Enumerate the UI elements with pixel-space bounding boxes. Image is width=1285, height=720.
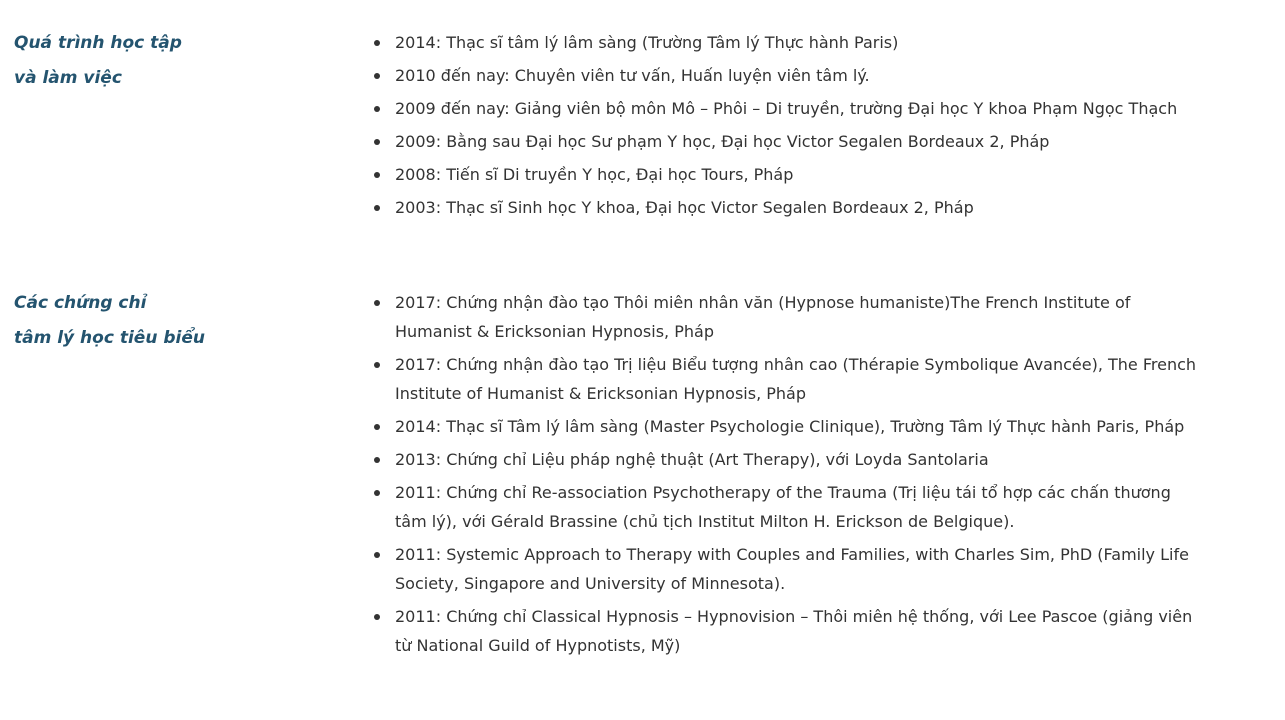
- list-item: 2013: Chứng chỉ Liệu pháp nghệ thuật (Art Therapy), với Loyda Santolaria: [374, 445, 1204, 474]
- list-item: 2010 đến nay: Chuyên viên tư vấn, Huấn luyện viên tâm lý.: [374, 61, 1204, 90]
- section-title-line: tâm lý học tiêu biểu: [14, 328, 205, 348]
- section-title-certificates: [14, 286, 344, 356]
- list-item: 2014: Thạc sĩ tâm lý lâm sàng (Trường Tâm lý Thực hành Paris): [374, 28, 1204, 57]
- list-item: 2011: Chứng chỉ Re-association Psychotherapy of the Trauma (Trị liệu tái tổ hợp các chấn thương tâm lý), với Gérald Brassine (chủ tịch Institut Milton H. Erickson de Belgique).: [374, 478, 1204, 536]
- section-title-education-work: [14, 26, 344, 96]
- section-title-line: và làm việc: [14, 68, 122, 88]
- certificates-list: [374, 288, 1204, 664]
- list-item: 2011: Chứng chỉ Classical Hypnosis – Hypnovision – Thôi miên hệ thống, với Lee Pascoe (giảng viên từ National Guild of Hypnotists, Mỹ): [374, 602, 1204, 660]
- list-item: 2011: Systemic Approach to Therapy with Couples and Families, with Charles Sim, PhD (Family Life Society, Singapore and University of Minnesota).: [374, 540, 1204, 598]
- list-item: 2008: Tiến sĩ Di truyền Y học, Đại học Tours, Pháp: [374, 160, 1204, 189]
- section-title-line: Các chứng chỉ: [14, 293, 147, 313]
- education-work-list: [374, 28, 1204, 226]
- section-title-line: Quá trình học tập: [14, 33, 182, 53]
- list-item: 2009 đến nay: Giảng viên bộ môn Mô – Phôi – Di truyền, trường Đại học Y khoa Phạm Ngọc Thạch: [374, 94, 1204, 123]
- list-item: 2017: Chứng nhận đào tạo Thôi miên nhân văn (Hypnose humaniste)The French Institute of Humanist & Ericksonian Hypnosis, Pháp: [374, 288, 1204, 346]
- list-item: 2014: Thạc sĩ Tâm lý lâm sàng (Master Psychologie Clinique), Trường Tâm lý Thực hành Paris, Pháp: [374, 412, 1204, 441]
- list-item: 2017: Chứng nhận đào tạo Trị liệu Biểu tượng nhân cao (Thérapie Symbolique Avancée), The French Institute of Humanist & Ericksonian Hypnosis, Pháp: [374, 350, 1204, 408]
- list-item: 2009: Bằng sau Đại học Sư phạm Y học, Đại học Victor Segalen Bordeaux 2, Pháp: [374, 127, 1204, 156]
- list-item: 2003: Thạc sĩ Sinh học Y khoa, Đại học Victor Segalen Bordeaux 2, Pháp: [374, 193, 1204, 222]
